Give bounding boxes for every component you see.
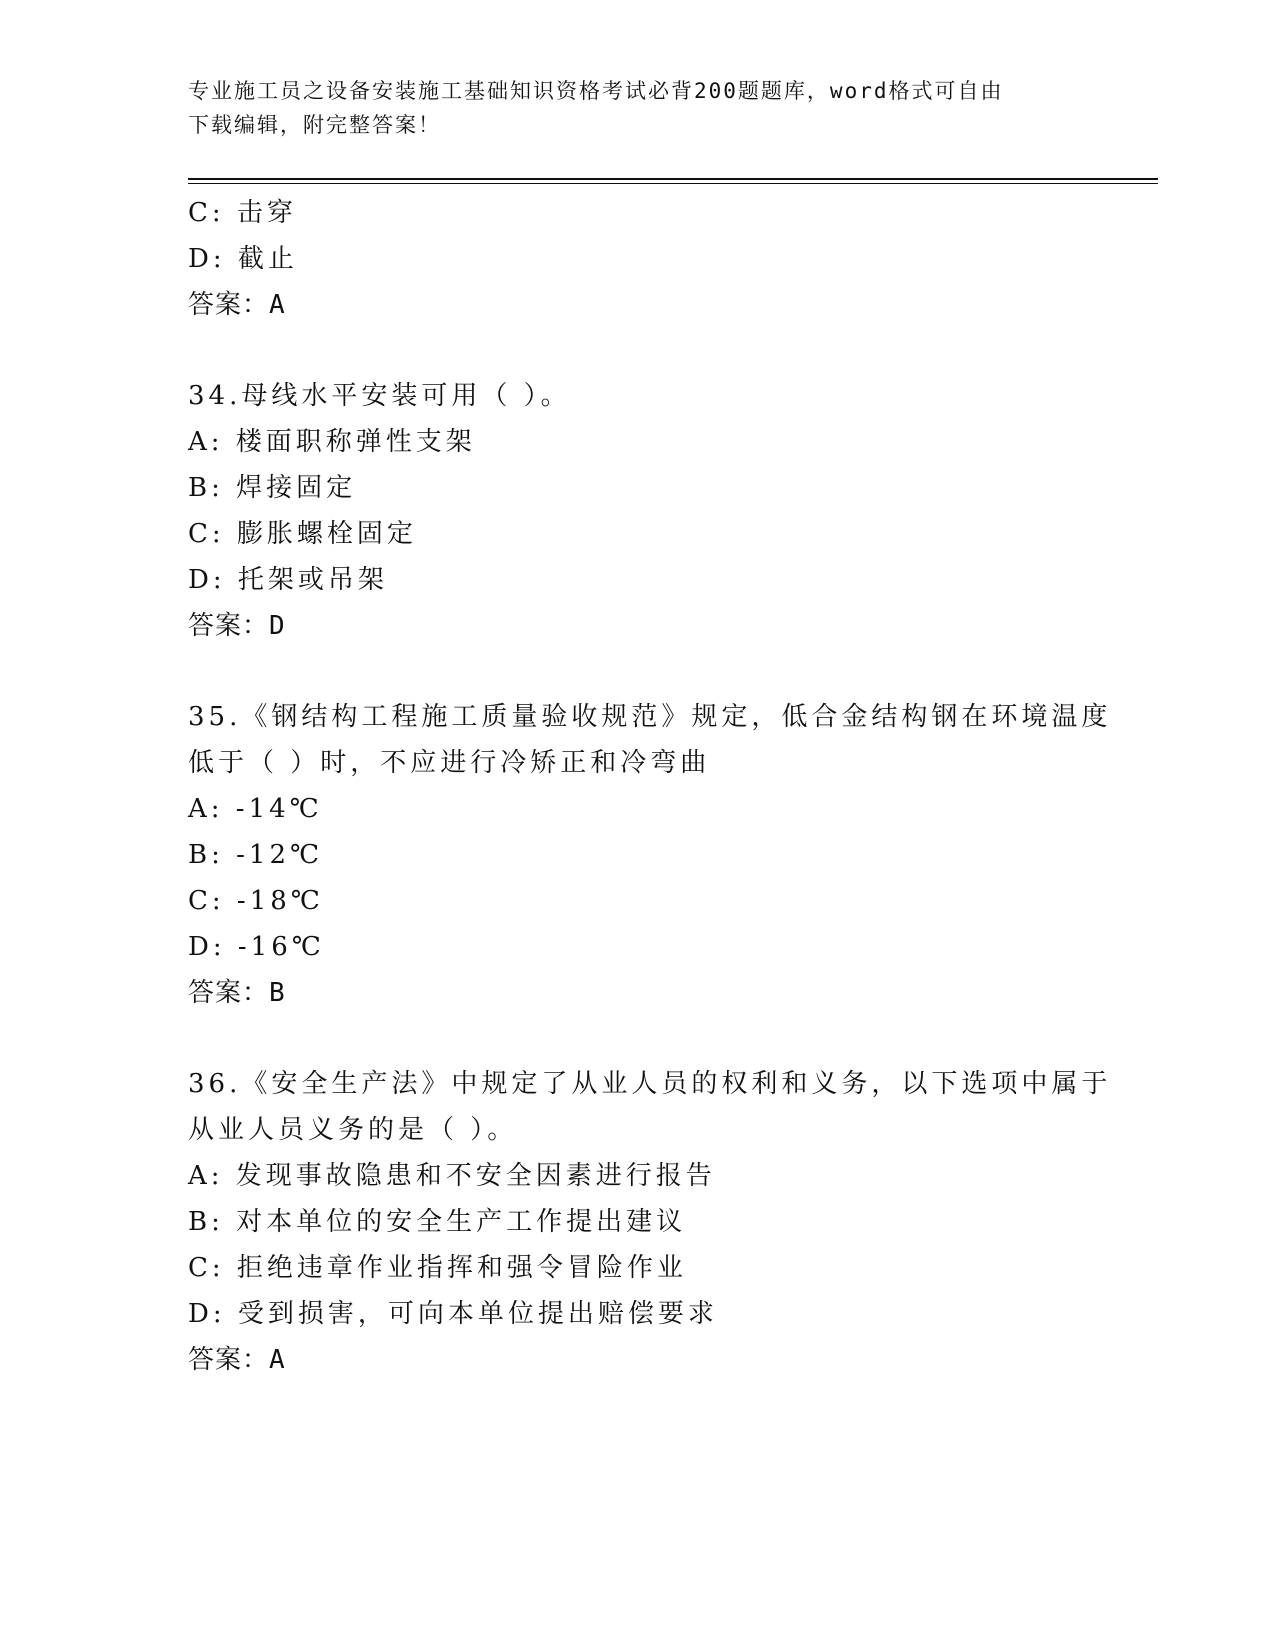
question-stem-line-2: 从业人员义务的是（ ）。 — [188, 1115, 518, 1145]
question-stem: 34.母线水平安装可用（ ）。 — [188, 381, 571, 411]
question-33-continued — [188, 190, 1088, 328]
answer-line: 答案：A — [188, 1345, 286, 1375]
question-stem-line-1: 36.《安全生产法》中规定了从业人员的权利和义务，以下选项中属于 — [188, 1069, 1112, 1099]
option-d: D: 托架或吊架 — [188, 565, 388, 595]
answer-line: 答案：D — [188, 611, 286, 641]
header-line-2: 下载编辑，附完整答案！ — [188, 113, 441, 137]
option-c: C: -18℃ — [188, 886, 324, 916]
question-stem-line-2: 低于（ ）时，不应进行冷矫正和冷弯曲 — [188, 748, 711, 778]
option-d: D: -16℃ — [188, 932, 325, 962]
option-a: A: -14℃ — [188, 794, 323, 824]
question-34 — [188, 373, 1088, 649]
question-stem-line-1: 35.《钢结构工程施工质量验收规范》规定，低合金结构钢在环境温度 — [188, 702, 1112, 732]
option-c: C: 膨胀螺栓固定 — [188, 519, 417, 549]
option-a: A: 发现事故隐患和不安全因素进行报告 — [188, 1161, 716, 1191]
answer-line: 答案：A — [188, 290, 286, 320]
header-divider — [188, 178, 1158, 180]
option-d: D: 受到损害，可向本单位提出赔偿要求 — [188, 1299, 718, 1329]
header-divider-thin — [188, 183, 1158, 184]
option-b: B: -12℃ — [188, 840, 324, 870]
option-c: C: 拒绝违章作业指挥和强令冒险作业 — [188, 1253, 687, 1283]
document-header — [188, 74, 1078, 142]
option-a: A: 楼面职称弹性支架 — [188, 427, 476, 457]
option-d: D: 截止 — [188, 244, 298, 274]
question-35 — [188, 694, 1112, 1016]
question-list — [188, 190, 1112, 1383]
question-36 — [188, 1061, 1112, 1383]
option-b: B: 对本单位的安全生产工作提出建议 — [188, 1207, 687, 1237]
option-c: C: 击穿 — [188, 198, 297, 228]
header-line-1: 专业施工员之设备安装施工基础知识资格考试必背200题题库，word格式可自由 — [188, 79, 1004, 103]
option-b: B: 焊接固定 — [188, 473, 357, 503]
answer-line: 答案：B — [188, 978, 286, 1008]
